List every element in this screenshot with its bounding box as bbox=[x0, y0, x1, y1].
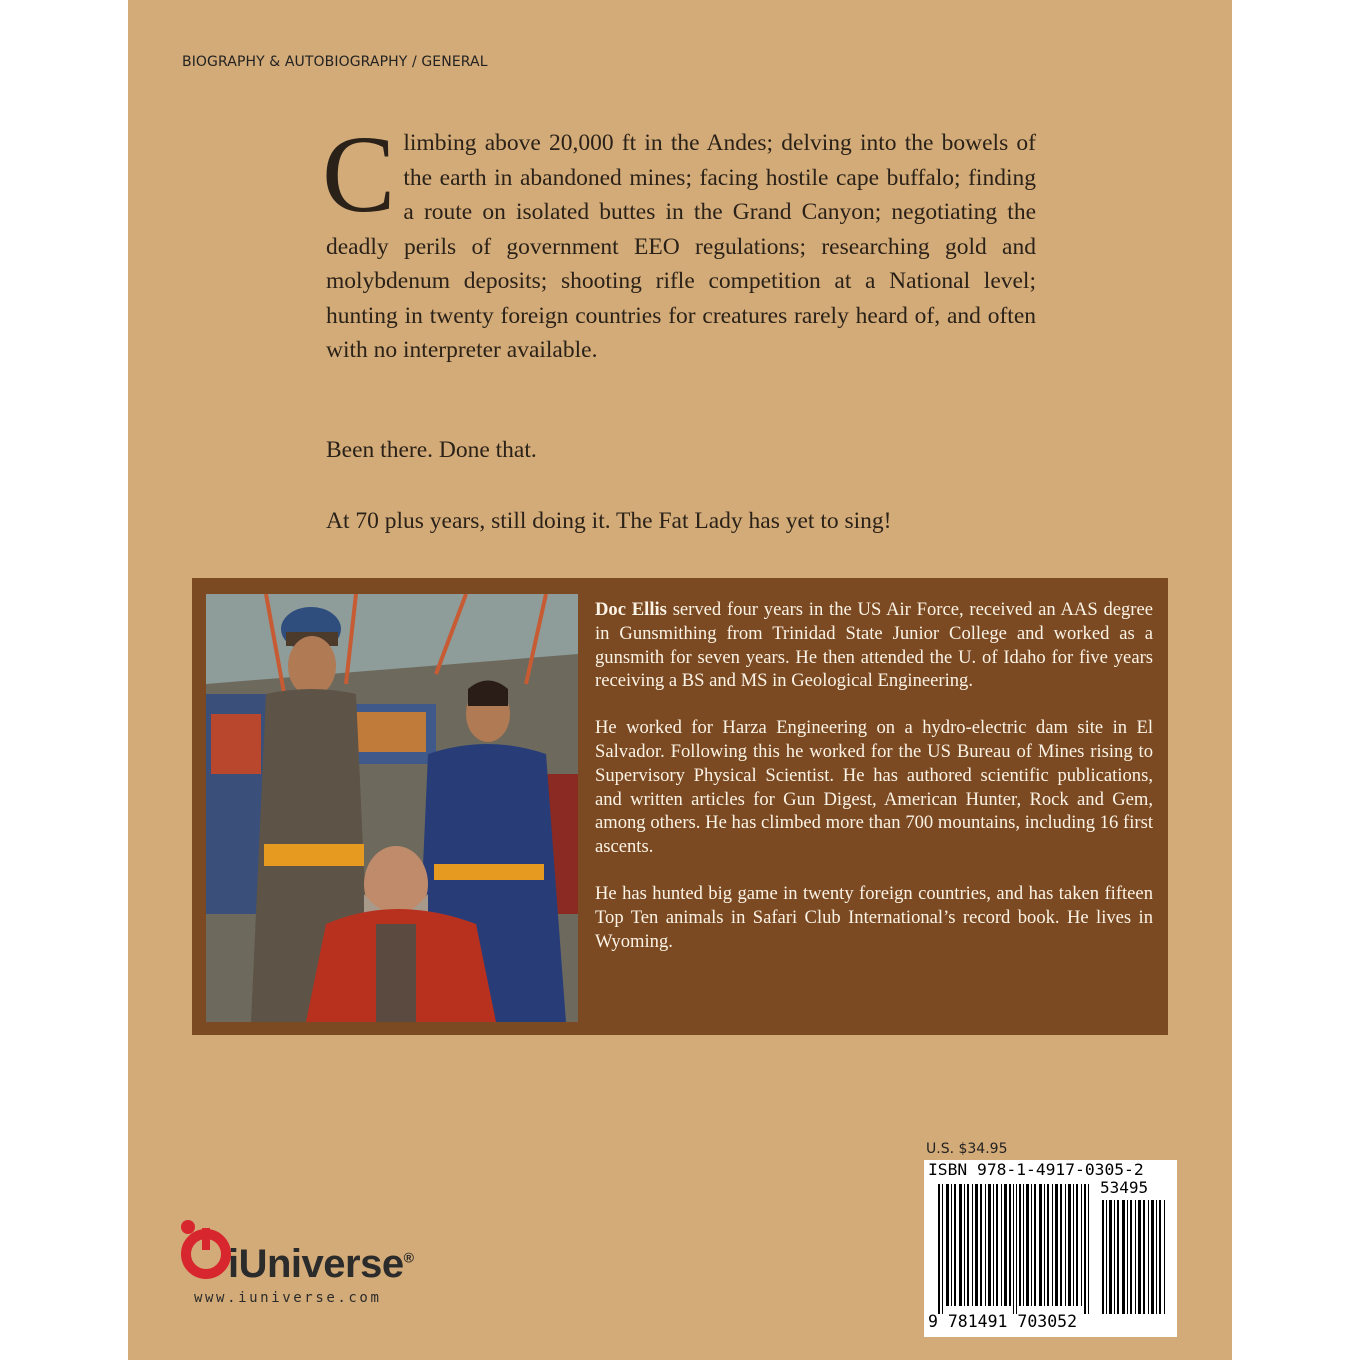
drop-cap: C bbox=[322, 113, 396, 235]
publisher-url: www.iuniverse.com bbox=[194, 1290, 382, 1306]
barcode-icon bbox=[924, 1160, 1177, 1337]
isbn-label: ISBN 978-1-4917-0305-2 bbox=[928, 1160, 1144, 1179]
publisher-logo bbox=[180, 1218, 480, 1318]
author-bio-box bbox=[192, 578, 1168, 1035]
blurb-paragraph bbox=[322, 113, 1036, 368]
author-photo-illustration bbox=[206, 594, 578, 1022]
price-label: U.S. $34.95 bbox=[926, 1141, 1008, 1157]
author-name: Doc Ellis bbox=[595, 599, 667, 620]
tagline-1: Been there. Done that. bbox=[326, 437, 537, 463]
bio-paragraph-1-text: served four years in the US Air Force, received an AAS degree in Gunsmithing from Trinidad State Junior College and worked as a gunsmith for seven years. He then attended the U. of Idaho for five years receiving a BS and MS in Geological Engineering. bbox=[595, 599, 1153, 692]
publisher-name-text: iUniverse bbox=[228, 1242, 404, 1286]
tagline-2: At 70 plus years, still doing it. The Fat Lady has yet to sing! bbox=[326, 508, 892, 534]
trademark-symbol: ® bbox=[403, 1249, 414, 1266]
isbn-barcode bbox=[924, 1160, 1177, 1337]
category-label: BIOGRAPHY & AUTOBIOGRAPHY / GENERAL bbox=[182, 54, 488, 70]
author-bio-text bbox=[595, 598, 1153, 976]
publisher-mark-icon bbox=[180, 1218, 232, 1288]
barcode-number: 9 781491 703052 bbox=[928, 1312, 1078, 1331]
bio-paragraph-1 bbox=[595, 598, 1153, 693]
price-addon-number: 53495 bbox=[1100, 1178, 1149, 1197]
bio-paragraph-2: He worked for Harza Engineering on a hydro-electric dam site in El Salvador. Following this he worked for the US Bureau of Mines rising to Supervisory Physical Scientist. He has authored scientific publications, and written articles for Gun Digest, American Hunter, Rock and Gem, among others. He has climbed more than 700 mountains, including 16 first ascents. bbox=[595, 717, 1153, 858]
back-cover bbox=[128, 0, 1232, 1360]
blurb-text: limbing above 20,000 ft in the Andes; delving into the bowels of the earth in abandoned mines; facing hostile cape buffalo; finding a route on isolated buttes in the Grand Canyon; negotiating the deadly perils of government EEO regulations; researching gold and molybdenum deposits; shooting rifle competition at a National level; hunting in twenty foreign countries for creatures rarely heard of, and often with no interpreter available. bbox=[326, 130, 1036, 363]
publisher-name bbox=[228, 1242, 413, 1287]
bio-paragraph-3: He has hunted big game in twenty foreign countries, and has taken fifteen Top Ten animals in Safari Club International’s record book. He lives in Wyoming. bbox=[595, 882, 1153, 952]
author-photo bbox=[206, 594, 578, 1022]
